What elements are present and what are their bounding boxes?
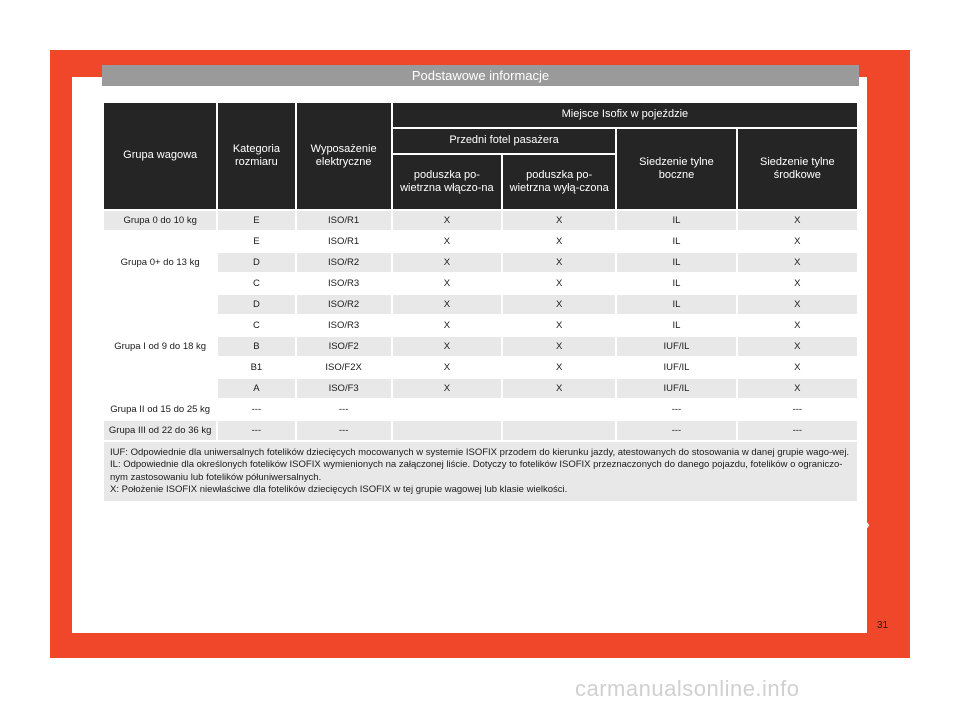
cell-kategoria: E: [218, 232, 294, 251]
cell-kategoria: C: [218, 274, 294, 293]
cell-front-on: [393, 400, 501, 419]
cell-kategoria: ---: [218, 400, 294, 419]
cell-wyposazenie: ISO/R1: [297, 211, 391, 230]
cell-front-on: X: [393, 379, 501, 398]
cell-rear-side: IL: [617, 274, 735, 293]
cell-rear-side: IL: [617, 316, 735, 335]
table-row: [104, 421, 857, 440]
cell-group: Grupa III od 22 do 36 kg: [104, 421, 216, 440]
cell-rear-center: X: [738, 211, 857, 230]
watermark: carmanualsonline.info: [575, 676, 800, 701]
cell-rear-side: IL: [617, 295, 735, 314]
cell-rear-center: X: [738, 379, 857, 398]
cell-group: Grupa 0 do 10 kg: [104, 211, 216, 230]
note-il: IL: Odpowiednie dla określonych fotelików ISOFIX wymienionych na załączonej liście. Dotyczy to fotelików ISOFIX przeznaczonych do danego pojazdu, fotelików o ograniczo-nym zastosowaniu lub fotelików półuniwersalnych.: [110, 459, 843, 483]
cell-kategoria: E: [218, 211, 294, 230]
cell-front-off: X: [503, 337, 615, 356]
col-tylne-srodkowe: Siedzenie tylne środkowe: [738, 129, 857, 209]
table-row: [104, 295, 857, 314]
cell-rear-center: X: [738, 295, 857, 314]
table-row: [104, 211, 857, 230]
cell-front-off: X: [503, 295, 615, 314]
cell-front-off: X: [503, 358, 615, 377]
cell-kategoria: D: [218, 295, 294, 314]
cell-wyposazenie: ISO/R3: [297, 274, 391, 293]
cell-rear-side: IUF/IL: [617, 358, 735, 377]
note-iuf: IUF: Odpowiednie dla uniwersalnych fotelików dziecięcych mocowanych w systemie ISOFIX przodem do kierunku jazdy, atestowanych do stosowania w danej grupie wago-wej.: [110, 447, 850, 458]
page-number: 31: [877, 620, 889, 631]
col-wyposazenie: Wyposażenie elektryczne: [297, 103, 391, 209]
note-x: X: Położenie ISOFIX niewłaściwe dla fotelików dziecięcych ISOFIX w tej grupie wagowej lub klasie wielkości.: [110, 484, 568, 496]
table-row: [104, 337, 857, 356]
col-kategoria: Kategoria rozmiaru: [218, 103, 294, 209]
cell-group: Grupa I od 9 do 18 kg: [104, 295, 216, 398]
next-page-icon[interactable]: »: [862, 516, 870, 532]
cell-front-off: X: [503, 274, 615, 293]
cell-rear-side: IL: [617, 232, 735, 251]
legend-notes: [104, 442, 857, 501]
col-przedni-fotel: Przedni fotel pasażera: [393, 129, 616, 153]
col-poduszka-wylaczona: poduszka po-wietrzna wyłą-czona: [503, 155, 615, 209]
cell-front-on: X: [393, 337, 501, 356]
cell-kategoria: A: [218, 379, 294, 398]
cell-front-on: X: [393, 211, 501, 230]
cell-wyposazenie: ISO/R2: [297, 253, 391, 272]
col-poduszka-wlaczona: poduszka po-wietrzna włączo-na: [393, 155, 501, 209]
cell-rear-center: ---: [738, 400, 857, 419]
cell-rear-center: X: [738, 337, 857, 356]
cell-wyposazenie: ---: [297, 400, 391, 419]
table-row: [104, 379, 857, 398]
cell-rear-center: X: [738, 316, 857, 335]
cell-rear-center: ---: [738, 421, 857, 440]
cell-front-off: X: [503, 379, 615, 398]
isofix-table: [102, 101, 859, 503]
table-row: [104, 232, 857, 251]
cell-rear-side: IUF/IL: [617, 379, 735, 398]
cell-front-off: X: [503, 316, 615, 335]
cell-rear-side: ---: [617, 400, 735, 419]
cell-rear-center: X: [738, 253, 857, 272]
cell-kategoria: D: [218, 253, 294, 272]
table-row: [104, 358, 857, 377]
cell-wyposazenie: ---: [297, 421, 391, 440]
cell-front-off: [503, 400, 615, 419]
col-miejsce-isofix: Miejsce Isofix w pojeździe: [393, 103, 857, 127]
cell-kategoria: C: [218, 316, 294, 335]
cell-rear-side: IL: [617, 253, 735, 272]
cell-rear-center: X: [738, 232, 857, 251]
table-row: [104, 274, 857, 293]
table-row: [104, 316, 857, 335]
cell-wyposazenie: ISO/R1: [297, 232, 391, 251]
cell-wyposazenie: ISO/F2X: [297, 358, 391, 377]
cell-front-off: X: [503, 253, 615, 272]
cell-wyposazenie: ISO/F3: [297, 379, 391, 398]
cell-kategoria: B: [218, 337, 294, 356]
cell-rear-center: X: [738, 358, 857, 377]
col-grupa-wagowa: Grupa wagowa: [104, 103, 216, 209]
cell-wyposazenie: ISO/R3: [297, 316, 391, 335]
section-title: Podstawowe informacje: [102, 65, 859, 86]
notes-row: [104, 442, 857, 501]
cell-front-on: X: [393, 253, 501, 272]
table-row: [104, 400, 857, 419]
cell-rear-side: ---: [617, 421, 735, 440]
cell-front-on: [393, 421, 501, 440]
table-row: [104, 253, 857, 272]
cell-wyposazenie: ISO/R2: [297, 295, 391, 314]
cell-front-on: X: [393, 316, 501, 335]
cell-kategoria: ---: [218, 421, 294, 440]
cell-group: Grupa II od 15 do 25 kg: [104, 400, 216, 419]
cell-front-on: X: [393, 274, 501, 293]
cell-kategoria: B1: [218, 358, 294, 377]
cell-wyposazenie: ISO/F2: [297, 337, 391, 356]
col-tylne-boczne: Siedzenie tylne boczne: [617, 129, 735, 209]
cell-front-on: X: [393, 295, 501, 314]
cell-front-off: [503, 421, 615, 440]
cell-front-off: X: [503, 232, 615, 251]
cell-front-off: X: [503, 211, 615, 230]
cell-rear-side: IUF/IL: [617, 337, 735, 356]
cell-rear-center: X: [738, 274, 857, 293]
cell-rear-side: IL: [617, 211, 735, 230]
cell-front-on: X: [393, 358, 501, 377]
cell-group: Grupa 0+ do 13 kg: [104, 232, 216, 293]
cell-front-on: X: [393, 232, 501, 251]
